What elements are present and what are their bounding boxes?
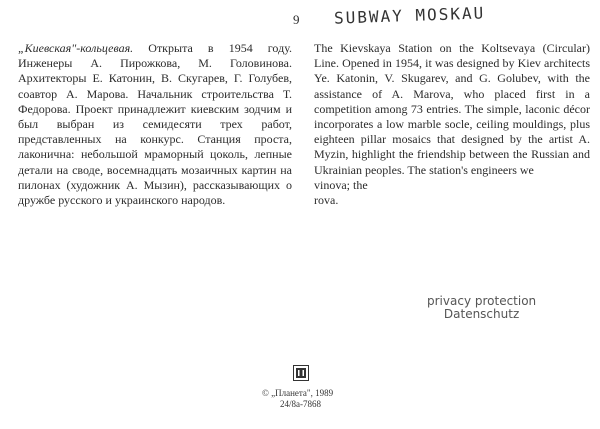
privacy-watermark-line: privacy protection — [427, 294, 537, 308]
russian-column — [18, 41, 292, 208]
print-code: 24/8a-7868 — [280, 399, 321, 409]
english-body-text: The Kievskaya Station on the Koltsevaya (Circular) Line. Opened in 1954, it was designed by Kiev architects Ye. Katonin, V. Skugarev, and G. Golubev, with the assistance of A. Marova, who placed first in a competition among 73 entries. The simple, laconic décor incorporates a low marble socle, ceiling mouldings, plus eighteen pillar mosaics that designed by the artist A. Myzin, highlight the friendship between the Russian and Ukrainian peoples. The station's engineers we — [314, 41, 590, 177]
russian-paragraph — [18, 41, 292, 208]
russian-station-title: „Киевская"-кольцевая. — [18, 41, 134, 55]
footer-imprint — [262, 388, 362, 410]
handwritten-note: SUBWAY MOSKAU — [333, 3, 486, 28]
page-number: 9 — [293, 12, 300, 27]
privacy-watermark-line: Datenschutz — [443, 307, 520, 321]
english-truncated-line: rova. — [314, 193, 339, 208]
english-column — [314, 41, 590, 208]
publisher-logo-icon — [293, 365, 309, 381]
english-truncated-line: vinova; the — [314, 177, 368, 192]
copyright-text: © „Планета", 1989 — [262, 388, 334, 398]
privacy-watermark — [427, 295, 536, 321]
russian-body-text: Открыта в 1954 году. Инженеры А. Пирожкова, М. Головинова. Архитекторы Е. Катонин, В. Скугарев, Г. Голубев, соавтор А. Марова. Начальник строительства Т. Федорова. Проект принадлежит киевским зодчим и был выбран из семидесяти трех работ, представленных на конкурс. Станция проста, лаконична: небольшой мраморный цоколь, лепные детали на своде, восемнадцать мозаичных картин на пилонах (художник А. Мызин), рассказывающих о дружбе русского и украинского народов. — [18, 41, 292, 208]
english-paragraph — [314, 41, 590, 178]
